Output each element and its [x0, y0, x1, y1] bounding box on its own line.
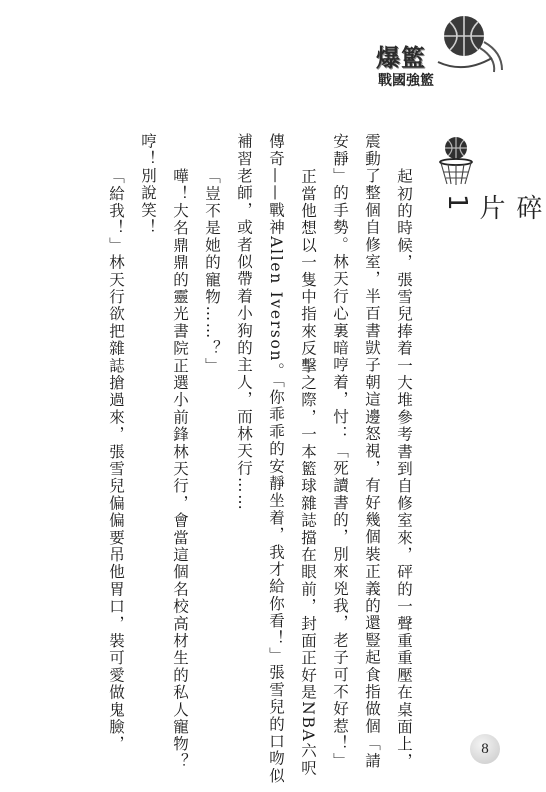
- series-logo-title: 爆籃: [376, 44, 426, 72]
- body-text-column-8: 嘩！大名鼎鼎的靈光書院正選小前鋒林天行，會當這個名校高材生的私人寵物？: [171, 168, 189, 770]
- basketball-icon: [434, 12, 506, 78]
- body-text-column-7: 「豈不是她的寵物……？」: [203, 168, 221, 375]
- body-text-column-3: 安靜」的手勢。林天行心裏暗哼着，忖：「死讀書的，別來兇我，老子可不好惹！」: [331, 133, 349, 770]
- body-text-column-1: 起初的時候，張雪兒捧着一大堆參考書到自修室來，砰的一聲重重壓在桌面上，: [395, 168, 413, 770]
- body-text-column-6: 補習老師，或者似帶着小狗的主人，而林天行……: [235, 133, 253, 512]
- body-text-column-10: 「給我！」林天行欲把雜誌搶過來，張雪兒偏偏要吊他胃口，裝可愛做鬼臉，: [107, 168, 125, 753]
- chapter-heading: [436, 136, 542, 226]
- page-number: 8: [470, 734, 500, 764]
- body-text-column-9: 哼！別說笑！: [139, 133, 157, 237]
- series-logo: [372, 12, 510, 92]
- body-text-column-2: 震動了整個自修室，半百書獃子朝這邊怒視，有好幾個裝正義的還豎起食指做個「請: [363, 133, 381, 770]
- series-logo-subtitle: 戰國強籃: [378, 73, 434, 89]
- basketball-hoop-icon: [436, 136, 476, 188]
- body-text-column-4: 正當他想以一隻中指來反擊之際，一本籃球雜誌擋在眼前，封面正好是NBA六呎: [299, 168, 317, 777]
- chapter-title: 碎片1: [442, 194, 542, 226]
- body-text-column-5: 傳奇——戰神Allen Iverson。「你乖乖的安靜坐着，我才給你看！」張雪兒的口吻似: [267, 133, 285, 785]
